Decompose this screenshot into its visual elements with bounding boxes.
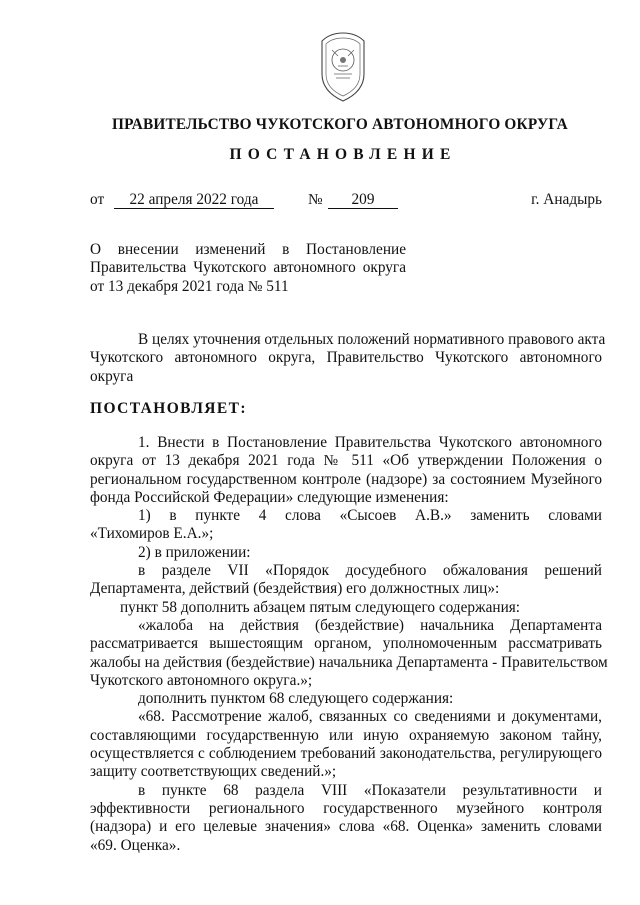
body-line: Чукотского автономного округа.»; xyxy=(90,671,313,689)
document-type-title: ПОСТАНОВЛЕНИЕ xyxy=(229,146,457,163)
preamble-line: Чукотского автономного округа, Правительство Чукотского автономного xyxy=(90,349,602,367)
organization-title: ПРАВИТЕЛЬСТВО ЧУКОТСКОГО АВТОНОМНОГО ОКРУГА xyxy=(112,116,568,133)
preamble-line: округа xyxy=(90,367,134,385)
body-line: «68. Рассмотрение жалоб, связанных со сведениями и документами, xyxy=(138,708,602,726)
body-line: региональном государственном контроле (надзоре) за состоянием Музейного xyxy=(90,470,602,488)
body-line: составляющими государственную или иную охраняемую законом тайну, xyxy=(90,726,602,744)
preamble-line: В целях уточнения отдельных положений нормативного правового акта xyxy=(138,331,606,348)
body-line: 2) в приложении: xyxy=(138,543,251,561)
body-line: фонда Российской Федерации» следующие изменения: xyxy=(90,488,449,506)
document-subject xyxy=(90,241,406,296)
body-line: осуществляется с соблюдением требований законодательства, регулирующего xyxy=(90,745,602,763)
coat-of-arms-emblem xyxy=(312,30,374,104)
body-line: «жалоба на действия (бездействие) начальника Департамента xyxy=(138,616,602,634)
body-line: «69. Оценка». xyxy=(90,836,181,854)
body-line: защиту соответствующих сведений.»; xyxy=(90,763,337,781)
body-line: «Тихомиров Е.А.»; xyxy=(90,525,214,543)
number-label: № xyxy=(308,191,323,208)
document-number: 209 xyxy=(328,191,398,209)
subject-line: О внесении изменений в Постановление xyxy=(90,241,406,258)
document-meta xyxy=(90,191,602,211)
body-line: пункт 58 дополнить абзацем пятым следующего содержания: xyxy=(120,598,521,616)
city-label: г. Анадырь xyxy=(531,191,602,208)
body-line: дополнить пунктом 68 следующего содержания: xyxy=(138,690,454,708)
body-line: эффективности регионального государственного музейного контроля xyxy=(90,799,602,817)
subject-line: Правительства Чукотского автономного округа xyxy=(90,259,406,277)
from-label: от xyxy=(90,191,105,208)
resolves-heading: ПОСТАНОВЛЯЕТ: xyxy=(90,400,247,417)
body-line: 1) в пункте 4 слова «Сысоев А.В.» заменить словами xyxy=(138,507,602,525)
body-line: (надзора) и его целевые значения» слова «68. Оценка» заменить словами xyxy=(90,818,602,836)
body-line: 1. Внести в Постановление Правительства Чукотского автономного xyxy=(138,434,602,451)
preamble-paragraph xyxy=(90,331,606,386)
body-line: жалобы на действия (бездействие) начальника Департамента - Правительством xyxy=(90,653,608,671)
body-line: в пункте 68 раздела VIII «Показатели результативности и xyxy=(138,781,602,799)
document-date: 22 апреля 2022 года xyxy=(114,191,274,209)
body-line: округа от 13 декабря 2021 года № 511 «Об утверждении Положения о xyxy=(90,452,602,470)
body-line: Департамента, действий (бездействия) его должностных лиц»: xyxy=(90,580,500,598)
subject-line: от 13 декабря 2021 года № 511 xyxy=(90,277,289,295)
resolution-body xyxy=(90,434,608,855)
body-line: рассматривается вышестоящим органом, уполномоченным рассматривать xyxy=(90,635,602,653)
body-line: в разделе VII «Порядок досудебного обжалования решений xyxy=(138,562,602,580)
